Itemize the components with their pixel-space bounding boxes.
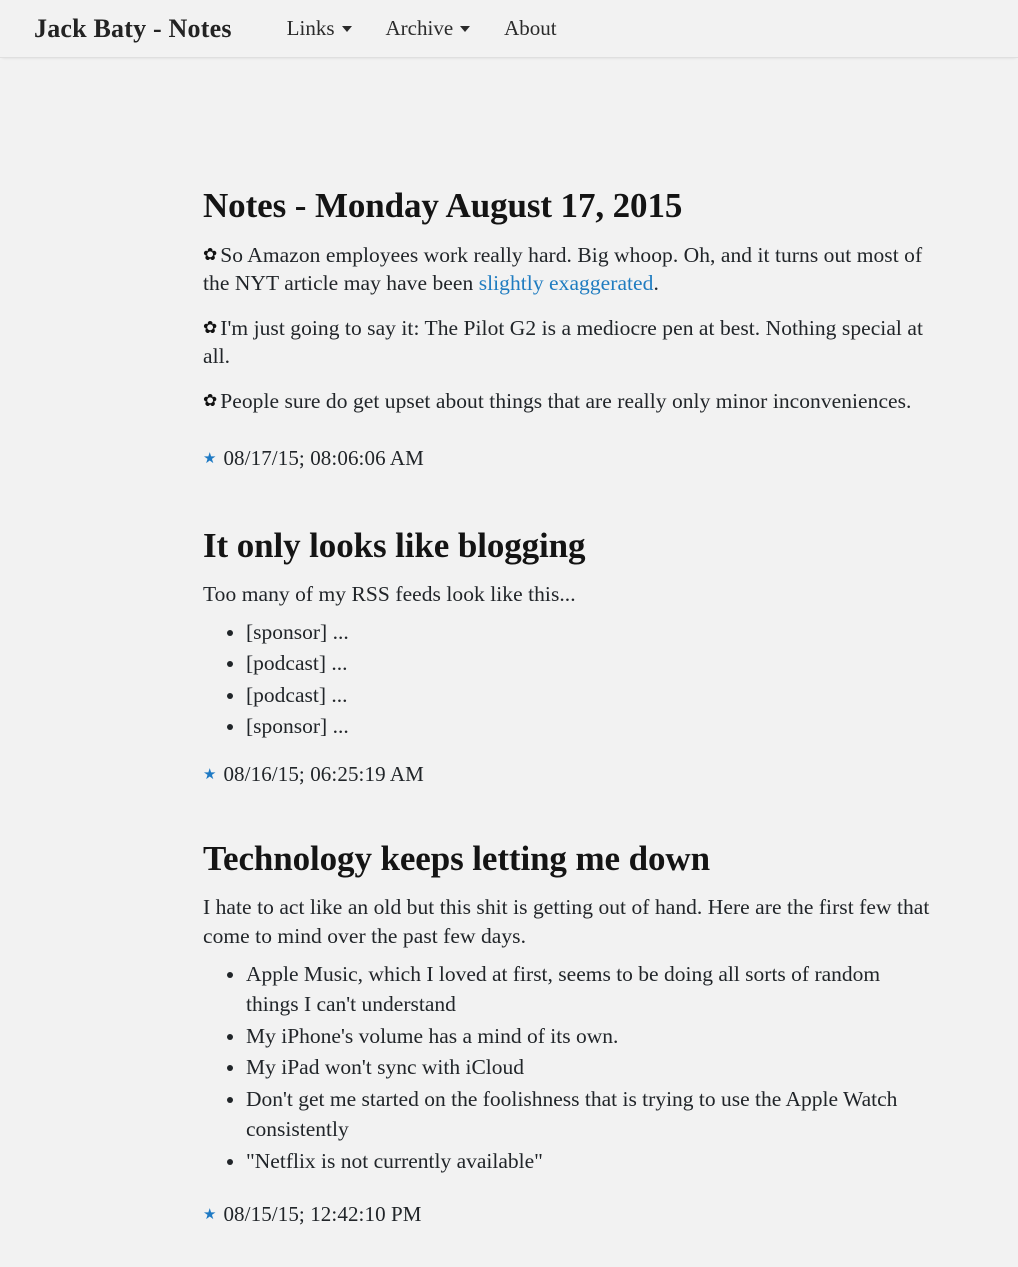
- timestamp-text[interactable]: 08/15/15; 12:42:10 PM: [223, 1202, 422, 1227]
- star-icon: ★: [203, 766, 217, 783]
- list-item: • Don't get me started on the foolishness that is trying to use the Apple Watch consistently: [246, 1084, 935, 1145]
- flower-bullet-icon: ✿: [203, 245, 218, 265]
- nav-link-label: Archive: [385, 15, 454, 40]
- primary-nav: [270, 15, 574, 42]
- paragraph-text: So Amazon employees work really hard. Big whoop. Oh, and it turns out most of the NYT article may have been: [203, 242, 923, 296]
- main-content: [0, 58, 1018, 1267]
- star-icon: ★: [203, 1207, 217, 1224]
- post-paragraph: I hate to act like an old but this shit is getting out of hand. Here are the first few that come to mind over the past few days.: [203, 895, 930, 948]
- flower-bullet-icon: ✿: [203, 391, 218, 411]
- post-list: [203, 617, 935, 742]
- star-icon: ★: [203, 450, 217, 467]
- nav-item-about: [487, 15, 574, 42]
- post-paragraph: [203, 314, 935, 371]
- post-timestamp: [203, 446, 935, 471]
- list-item: • My iPad won't sync with iCloud: [246, 1052, 935, 1083]
- paragraph-text-tail: .: [653, 271, 659, 296]
- list-item: • My iPhone's volume has a mind of its own.: [246, 1021, 935, 1052]
- post-title: Notes - Monday August 17, 2015: [203, 186, 683, 225]
- paragraph-text: I'm just going to say it: The Pilot G2 is a mediocre pen at best. Nothing special at all.: [203, 315, 923, 369]
- list-item: • "Netflix is not currently available": [246, 1146, 935, 1177]
- paragraph-text: People sure do get upset about things that are really only minor inconveniences.: [220, 388, 912, 413]
- nav-link-label: About: [504, 15, 557, 40]
- post-list: [203, 959, 935, 1177]
- nav-link-label: Links: [286, 15, 335, 40]
- list-item: • [podcast] ...: [246, 680, 935, 711]
- list-item: • [sponsor] ...: [246, 617, 935, 648]
- list-item: • [sponsor] ...: [246, 711, 935, 742]
- nav-link-about[interactable]: [487, 15, 574, 42]
- nav-item-links: [270, 15, 369, 42]
- list-item: • [podcast] ...: [246, 648, 935, 679]
- site-brand-link[interactable]: Jack Baty - Notes: [34, 13, 232, 43]
- site-navbar: [0, 0, 1018, 58]
- nav-item-archive: [369, 15, 488, 42]
- post-title: It only looks like blogging: [203, 525, 586, 565]
- nav-link-links[interactable]: [270, 15, 369, 42]
- timestamp-text[interactable]: 08/17/15; 08:06:06 AM: [223, 445, 424, 470]
- post-paragraph: Too many of my RSS feeds look like this...: [203, 582, 576, 607]
- post-entry: [203, 58, 935, 471]
- post-timestamp: [203, 1202, 935, 1227]
- post-title: Technology keeps letting me down: [203, 838, 710, 878]
- chevron-down-icon: [342, 26, 352, 32]
- post-paragraph: [203, 241, 935, 298]
- timestamp-text[interactable]: 08/16/15; 06:25:19 AM: [223, 761, 424, 786]
- flower-bullet-icon: ✿: [203, 318, 218, 338]
- inline-link[interactable]: slightly exaggerated: [478, 271, 654, 296]
- post-timestamp: [203, 762, 935, 787]
- list-item: • Apple Music, which I loved at first, seems to be doing all sorts of random things I can't understand: [246, 959, 935, 1020]
- post-paragraph: [203, 387, 935, 416]
- post-entry: [203, 787, 935, 1227]
- post-entry: [203, 471, 935, 787]
- chevron-down-icon: [460, 26, 470, 32]
- nav-link-archive[interactable]: [369, 15, 488, 42]
